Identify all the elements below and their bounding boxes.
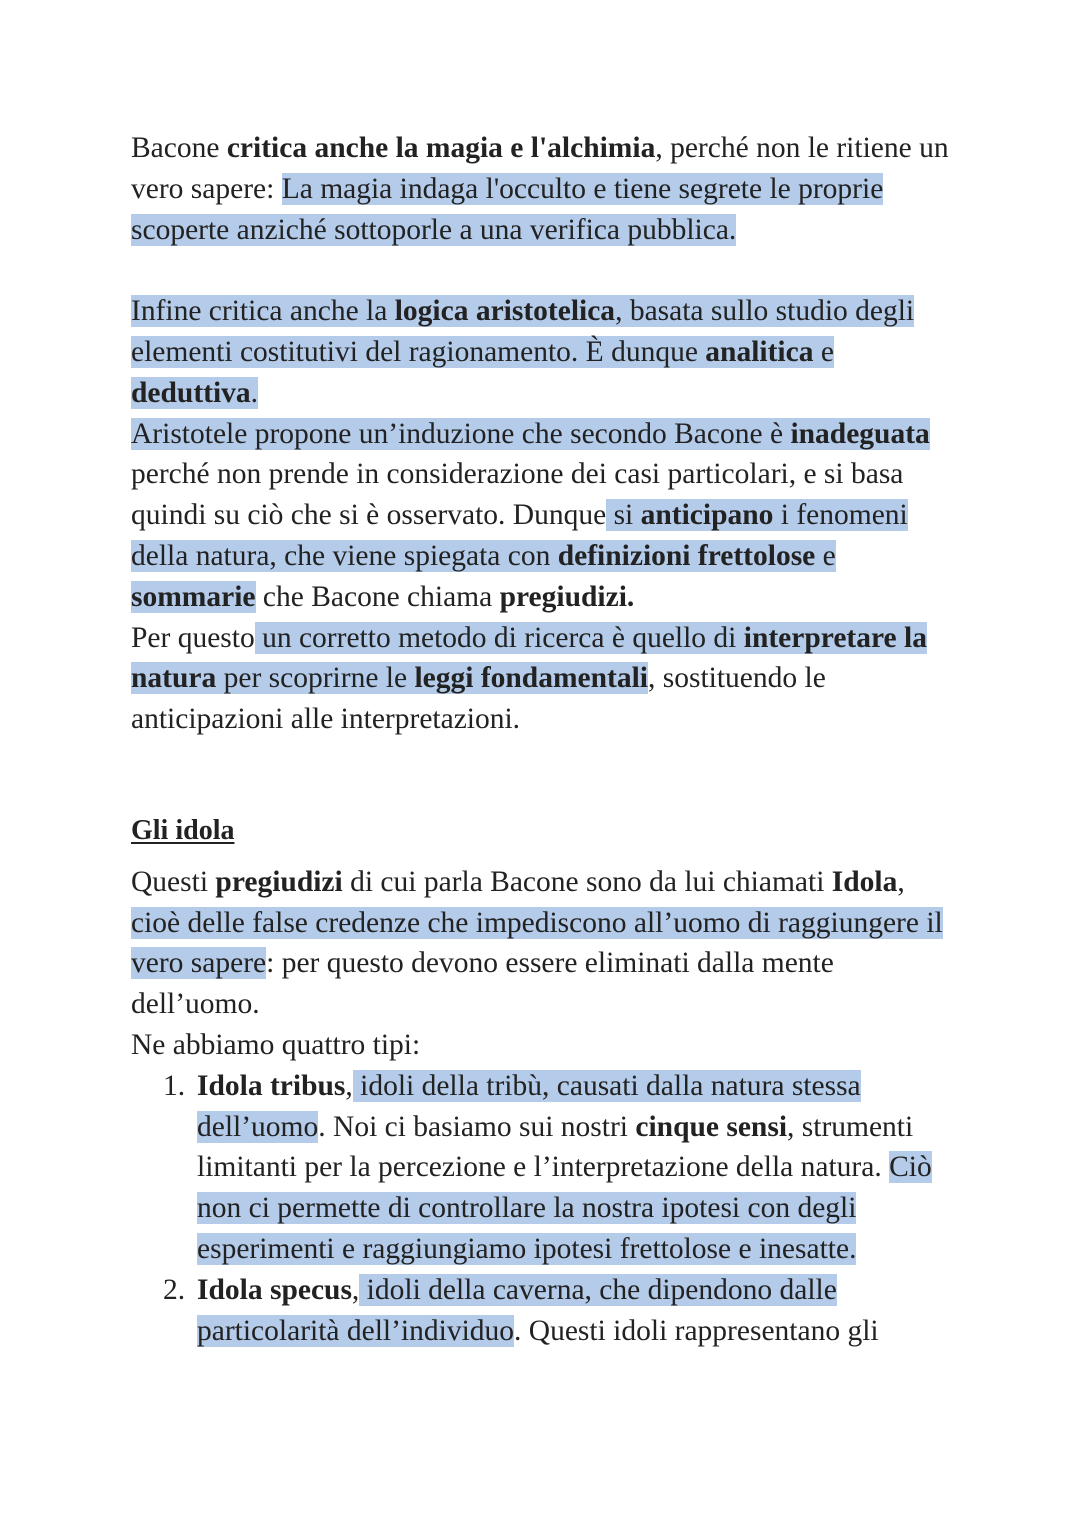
highlighted-text: Aristotele propone un’induzione che secondo Bacone è <box>131 417 791 450</box>
bold-text: pregiudizi <box>215 865 343 898</box>
list-number: 2. <box>163 1273 186 1306</box>
idola-list <box>131 1066 961 1352</box>
bold-text: critica anche la magia e l'alchimia <box>226 132 656 164</box>
heading-spacer <box>131 852 961 862</box>
highlighted-text: La magia indaga l'occulto e tiene segrete le proprie scoperte anziché sottoporle a una verifica pubblica. <box>131 172 884 246</box>
bold-text: cinque sensi <box>635 1110 788 1143</box>
highlighted-text: idoli della caverna, che dipendono dalle particolarità dell’individuo <box>197 1273 837 1347</box>
highlighted-text: idoli della tribù, causati dalla natura stessa dell’uomo <box>197 1069 861 1143</box>
text-run: Per questo <box>131 621 255 654</box>
text-run: , strumenti limitanti per la percezione e l’interpretazione della natura. <box>197 1110 914 1184</box>
bold-highlighted-text: leggi fondamentali <box>414 662 648 695</box>
highlighted-text: Ciò non ci permette di controllare la nostra ipotesi con degli esperimenti e raggiungiamo ipotesi frettolose e inesatte. <box>197 1151 932 1265</box>
bold-highlighted-text: inadeguata <box>790 417 930 450</box>
bold-highlighted-text: deduttiva <box>131 376 251 409</box>
highlighted-text: e <box>813 335 834 368</box>
list-item <box>163 1270 961 1352</box>
paragraph-idola-intro <box>131 862 961 1025</box>
highlighted-text: e <box>815 539 836 572</box>
text-run: che Bacone chiama <box>255 580 500 613</box>
bold-text: Idola specus <box>197 1273 352 1306</box>
highlighted-text: per scoprirne le <box>216 662 415 695</box>
text-run: , perché non le ritiene un vero sapere: <box>131 132 949 205</box>
text-run: , <box>345 1069 353 1102</box>
list-number: 1. <box>163 1069 186 1102</box>
paragraph-induction <box>131 414 961 618</box>
text-run: , <box>351 1273 360 1306</box>
highlighted-text: cioè delle false credenze che impediscono all’uomo di raggiungere il vero sapere <box>131 906 943 980</box>
paragraph-four-types: Ne abbiamo quattro tipi: <box>131 1028 421 1061</box>
paragraph-spacer <box>131 250 961 291</box>
text-run: , sostituendo le anticipazioni alle interpretazioni. <box>131 662 826 736</box>
paragraph-aristotelian-logic <box>131 291 961 413</box>
bold-highlighted-text: interpretare la natura <box>131 621 927 695</box>
paragraph-method <box>131 618 961 740</box>
text-run: : per questo devono essere eliminati dalla mente dell’uomo. <box>131 947 834 1021</box>
text-run: Bacone <box>131 132 227 164</box>
document-page <box>131 128 961 1351</box>
text-run: , <box>897 865 905 898</box>
bold-highlighted-text: logica aristotelica <box>394 295 616 328</box>
paragraph-magic-alchemy <box>131 128 961 250</box>
section-heading: Gli idola <box>131 814 235 846</box>
bold-text: Idola <box>831 865 898 898</box>
text-run: . Noi ci basiamo sui nostri <box>318 1110 636 1143</box>
bold-highlighted-text: sommarie <box>131 580 256 613</box>
section-spacer <box>131 740 961 811</box>
highlighted-text: , basata sullo studio degli elementi costitutivi del ragionamento. È dunque <box>131 295 915 368</box>
highlighted-text: Infine critica anche la <box>131 295 395 328</box>
list-item <box>163 1066 961 1270</box>
text-run: Questi <box>131 865 216 898</box>
text-run: perché non prende in considerazione dei casi particolari, e si basa quindi su ciò che si è osservato. Dunque <box>131 458 904 532</box>
bold-highlighted-text: anticipano <box>640 499 774 532</box>
bold-text: pregiudizi. <box>499 580 635 613</box>
highlighted-text: . <box>250 376 259 409</box>
bold-text: Idola tribus <box>197 1069 346 1102</box>
highlighted-text: un corretto metodo di ricerca è quello di <box>254 621 744 654</box>
highlighted-text: si <box>606 499 641 532</box>
bold-highlighted-text: definizioni frettolose <box>557 539 816 572</box>
highlighted-text: i fenomeni della natura, che viene spiegata con <box>131 499 908 572</box>
text-run: di cui parla Bacone sono da lui chiamati <box>342 865 832 898</box>
bold-highlighted-text: analitica <box>705 335 814 368</box>
text-run: . Questi idoli rappresentano gli <box>514 1314 879 1347</box>
